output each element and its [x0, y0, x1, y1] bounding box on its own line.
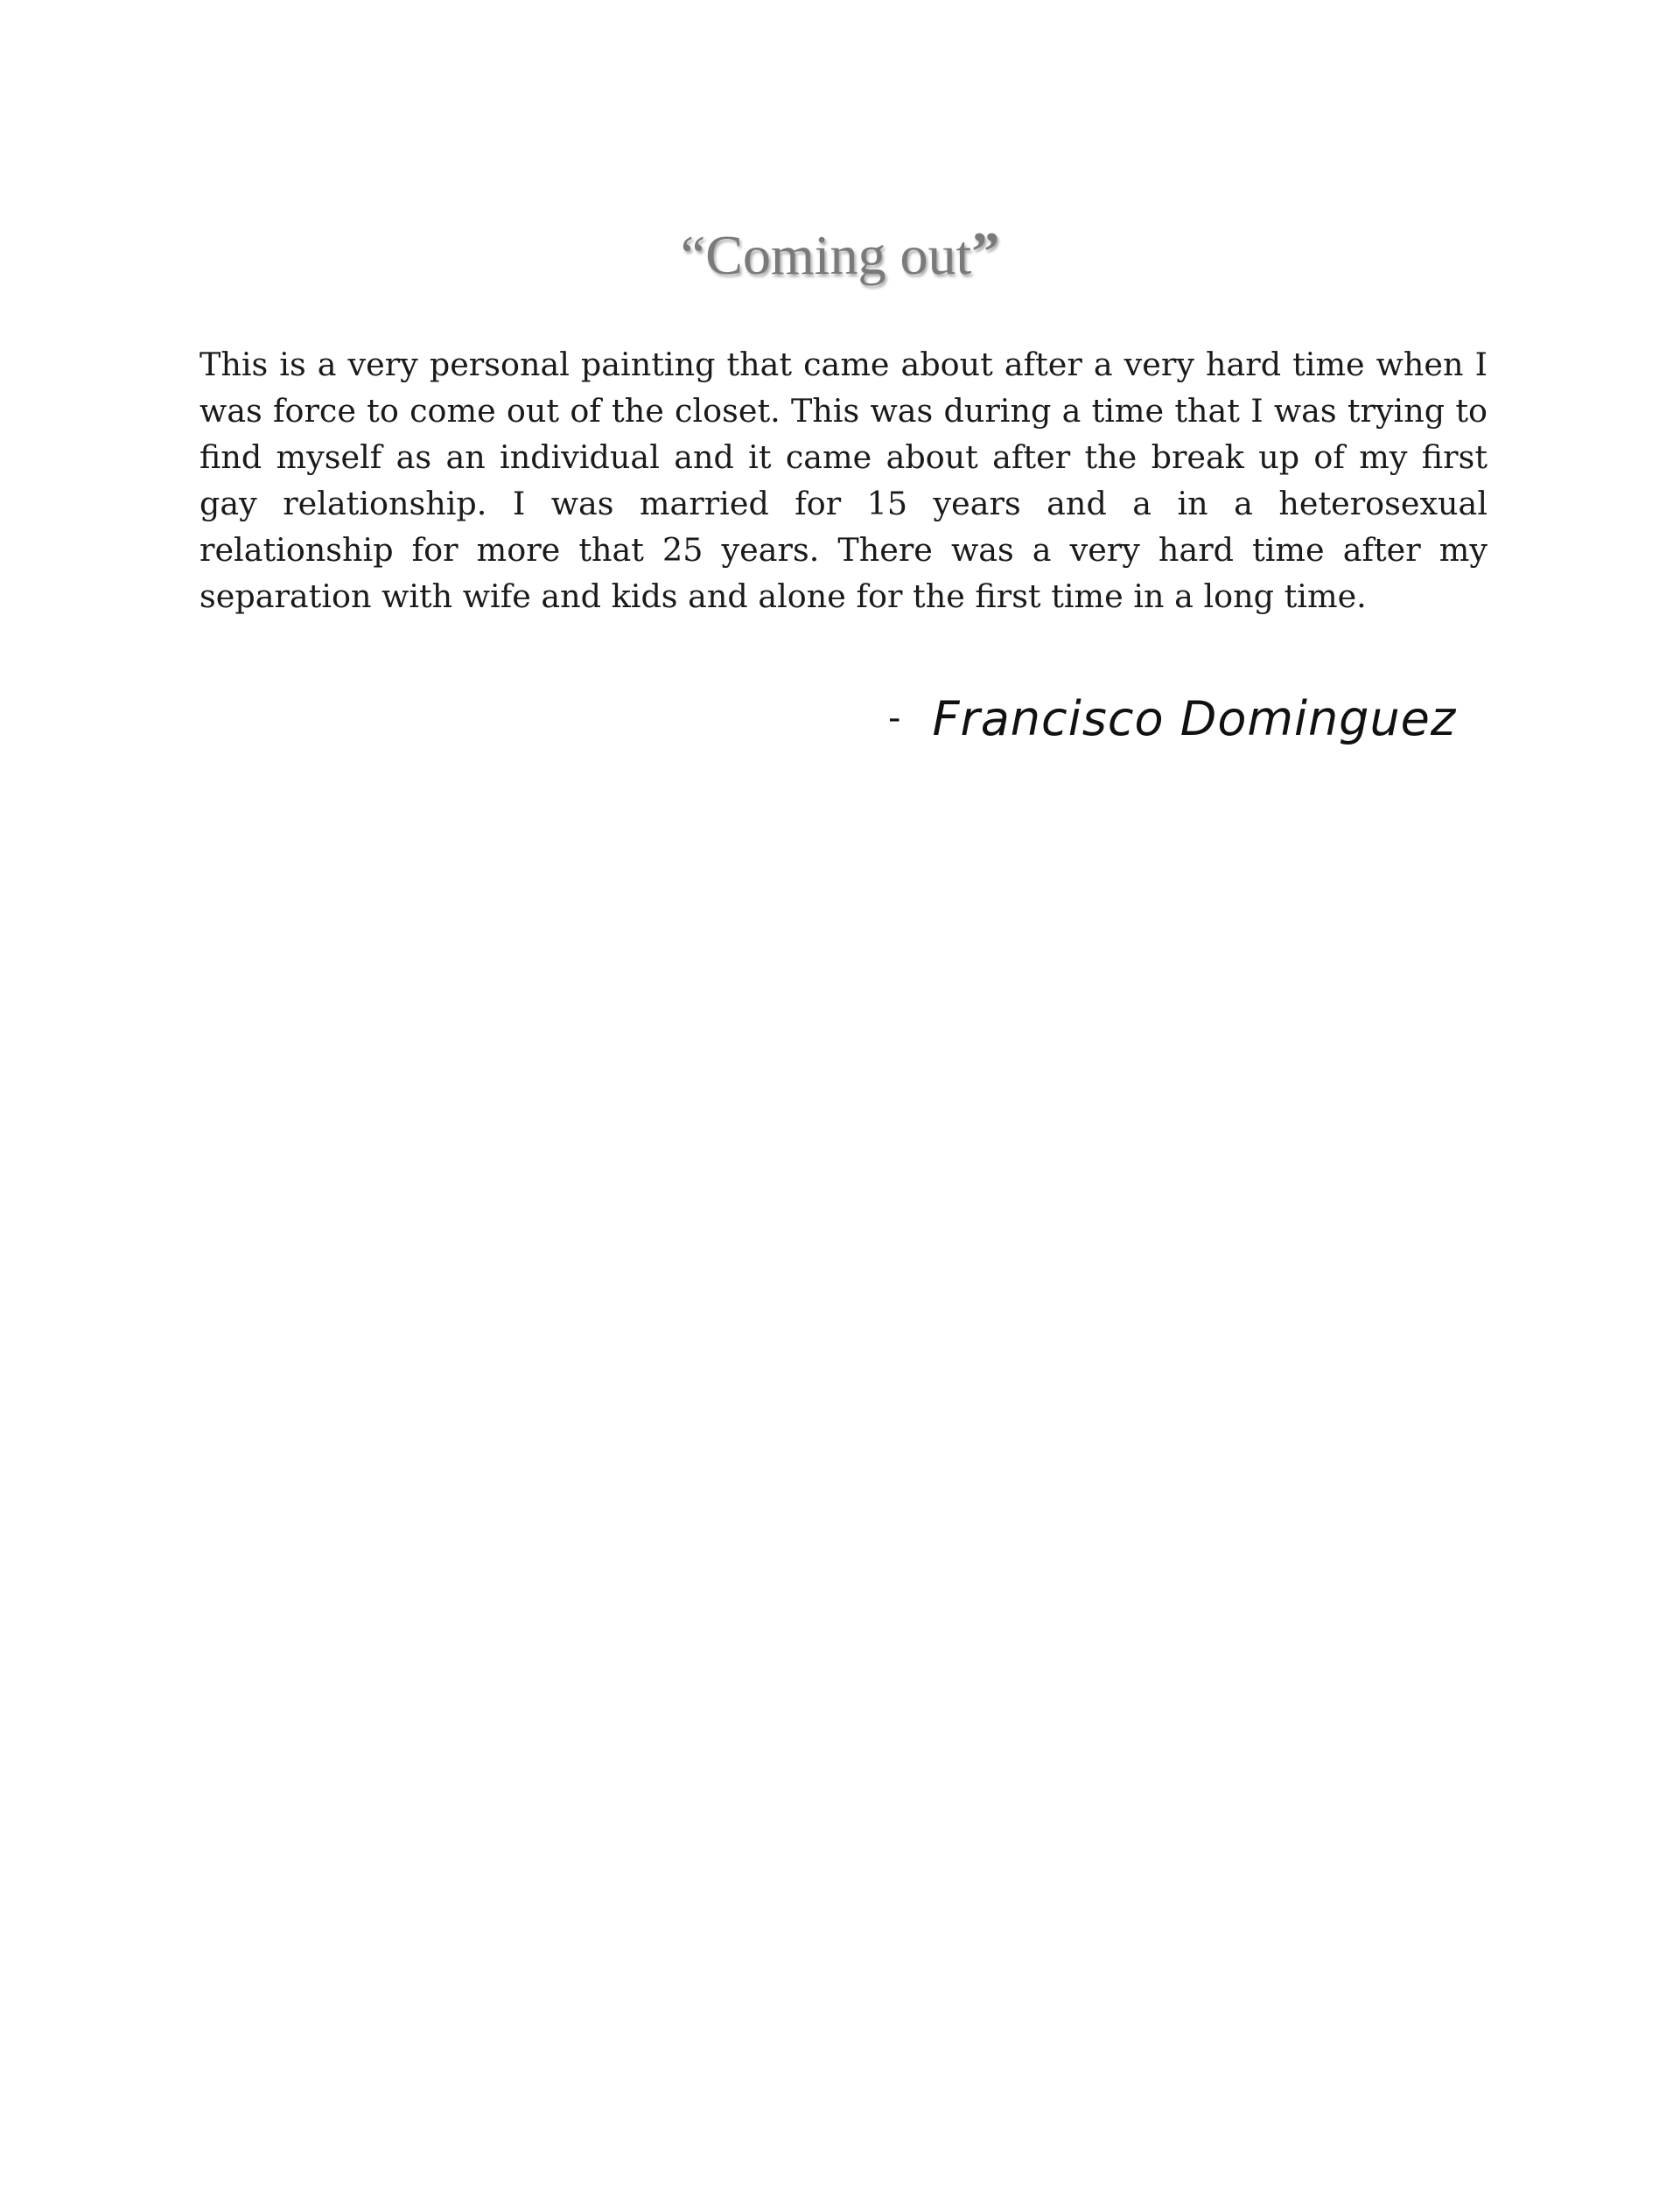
- page-title: [0, 220, 1680, 288]
- signature-dash: -: [888, 698, 901, 738]
- signature-name: Francisco Dominguez: [932, 691, 1457, 746]
- title-text: Coming out: [705, 224, 972, 286]
- signature: [888, 691, 1456, 746]
- title-open-quote: “: [680, 224, 706, 286]
- title-close-quote: ”: [971, 220, 1000, 283]
- body-paragraph: This is a very personal painting that came about after a very hard time when I was force to come out of the closet. This was during a time that I was trying to find myself as an individual and it came about after the break up of my first gay relationship. I was married for 15 years and a in a heterosexual relationship for more that 25 years. There was a very hard time after my separation with wife and kids and alone for the first time in a long time.: [200, 346, 1488, 615]
